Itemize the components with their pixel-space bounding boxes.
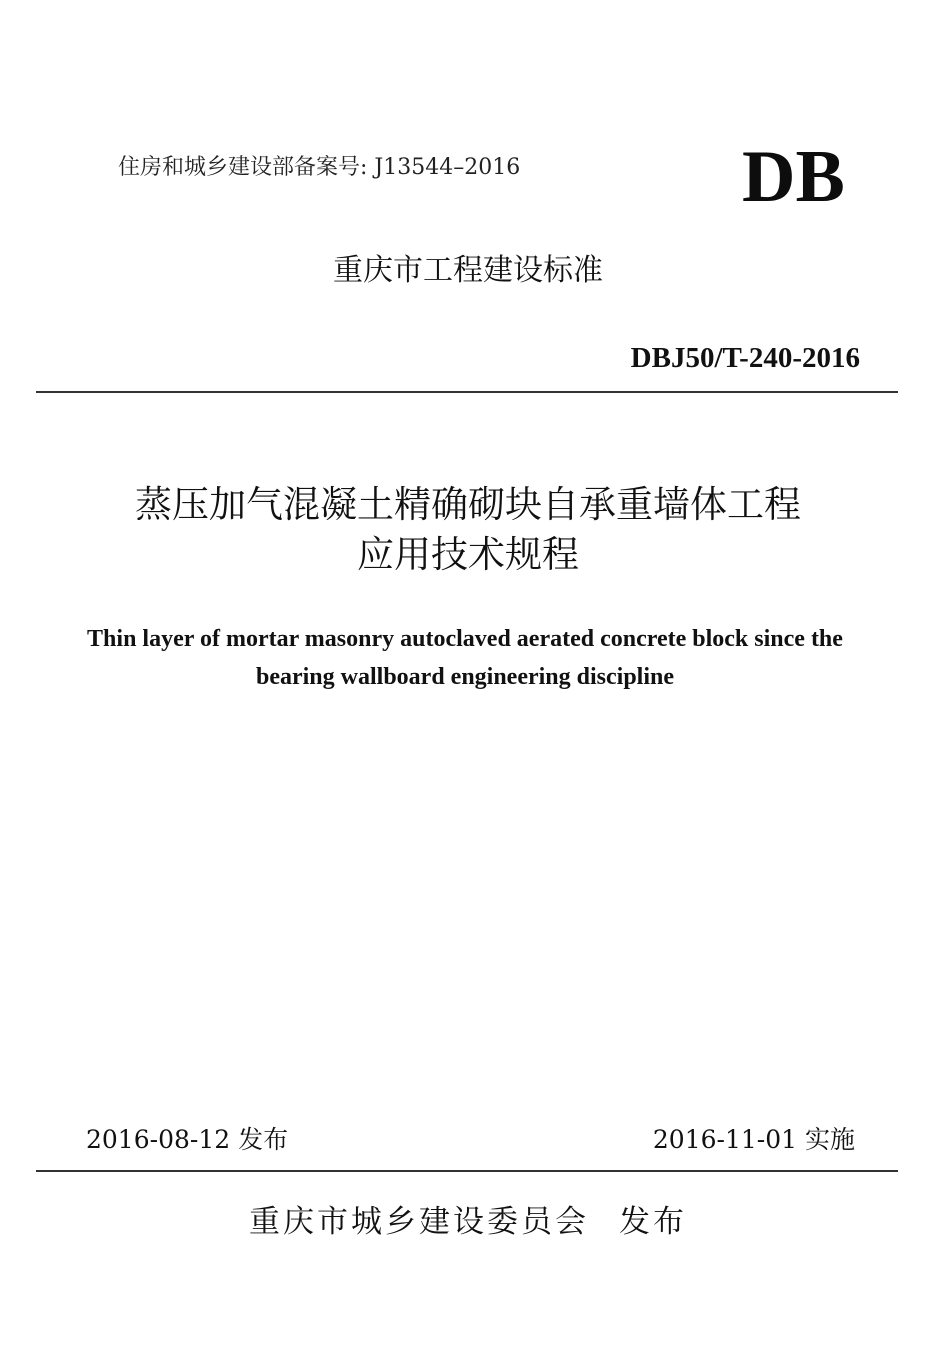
english-title-line-2: bearing wallboard engineering discipline: [255, 664, 675, 690]
publisher-name: 重庆市城乡建设委员会: [249, 1204, 589, 1240]
english-title-line-1: Thin layer of mortar masonry autoclaved aerated concrete block since the: [87, 626, 843, 652]
standard-number: DBJ50/T-240-2016: [630, 342, 860, 374]
chinese-title-line-1: 蒸压加气混凝土精确砌块自承重墙体工程: [135, 483, 801, 526]
english-title: [20, 620, 910, 696]
implementation-date: 2016-11-01 实施: [652, 1125, 855, 1154]
chinese-title: [0, 480, 936, 580]
top-divider: [36, 391, 898, 393]
db-mark: DB: [742, 136, 845, 218]
record-number: 住房和城乡建设部备案号: J13544–2016: [118, 155, 521, 180]
publisher-line: [0, 1196, 936, 1241]
issue-date: 2016-08-12 发布: [86, 1125, 289, 1154]
publisher-action: 发布: [619, 1204, 687, 1240]
standard-category: 重庆市工程建设标准: [333, 253, 603, 288]
bottom-divider: [36, 1170, 898, 1172]
chinese-title-line-2: 应用技术规程: [357, 533, 579, 576]
